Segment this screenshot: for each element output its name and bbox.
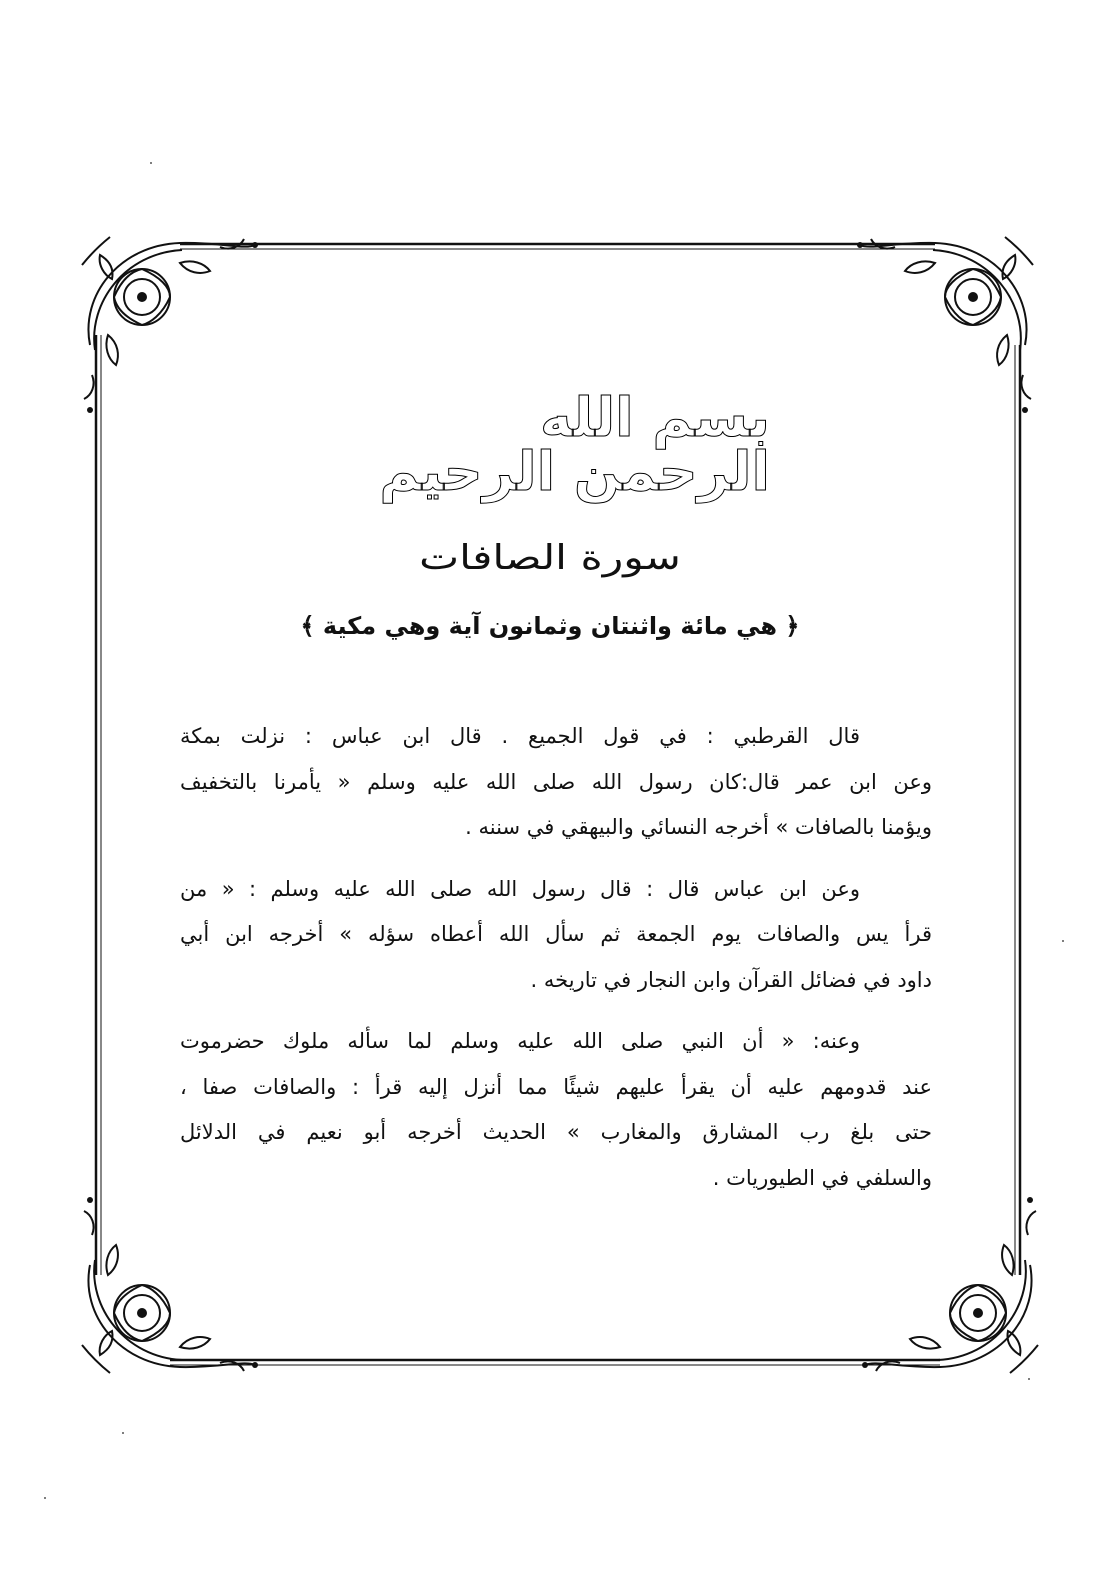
corner-ornament-bottom-left	[70, 1195, 260, 1385]
scan-speck	[1062, 940, 1064, 942]
paragraph-line: حتى بلغ رب المشارق والمغارب » الحديث أخرجه أبو نعيم في الدلائل	[180, 1120, 932, 1144]
paragraph-line: ويؤمنا بالصافات » أخرجه النسائي والبيهقي في سننه .	[465, 815, 932, 839]
paragraph-line: قرأ يس والصافات يوم الجمعة ثم سأل الله أعطاه سؤله » أخرجه ابن أبي	[180, 922, 932, 946]
basmala-text: بسم الله الرحمن الرحيم	[379, 386, 770, 503]
paragraph-line: والسلفي في الطيوريات .	[712, 1165, 932, 1190]
corner-ornament-bottom-right	[860, 1195, 1050, 1385]
basmala-calligraphy	[330, 386, 770, 503]
scan-speck	[44, 1497, 46, 1499]
scan-speck	[150, 162, 152, 164]
surah-title: سورة الصافات	[419, 538, 681, 578]
verse-count-line: ﴿ هي مائة واثنتان وثمانون آية وهي مكية ﴾	[300, 612, 800, 640]
paragraph-line: قال القرطبي : في قول الجميع . قال ابن عباس : نزلت بمكة	[180, 724, 860, 748]
paragraph-line: وعن ابن عمر قال:كان رسول الله صلى الله عليه وسلم « يأمرنا بالتخفيف	[180, 769, 932, 794]
corner-ornament-top-right	[855, 225, 1045, 415]
paragraph-2	[180, 867, 932, 1004]
commentary-body	[180, 714, 932, 1217]
paragraph-line: داود في فضائل القرآن وابن النجار في تاريخه .	[530, 967, 932, 992]
corner-ornament-top-left	[70, 225, 260, 415]
paragraph-1	[180, 714, 932, 851]
scan-speck	[1028, 1378, 1030, 1380]
paragraph-line: وعنه: « أن النبي صلى الله عليه وسلم لما سأله ملوك حضرموت	[180, 1029, 860, 1053]
scan-speck	[122, 1432, 124, 1434]
paragraph-line: عند قدومهم عليه أن يقرأ عليهم شيئًا مما أنزل إليه قرأ : والصافات صفا ،	[180, 1074, 932, 1099]
paragraph-3	[180, 1019, 932, 1201]
paragraph-line: وعن ابن عباس قال : قال رسول الله صلى الله عليه وسلم : « من	[180, 876, 860, 901]
